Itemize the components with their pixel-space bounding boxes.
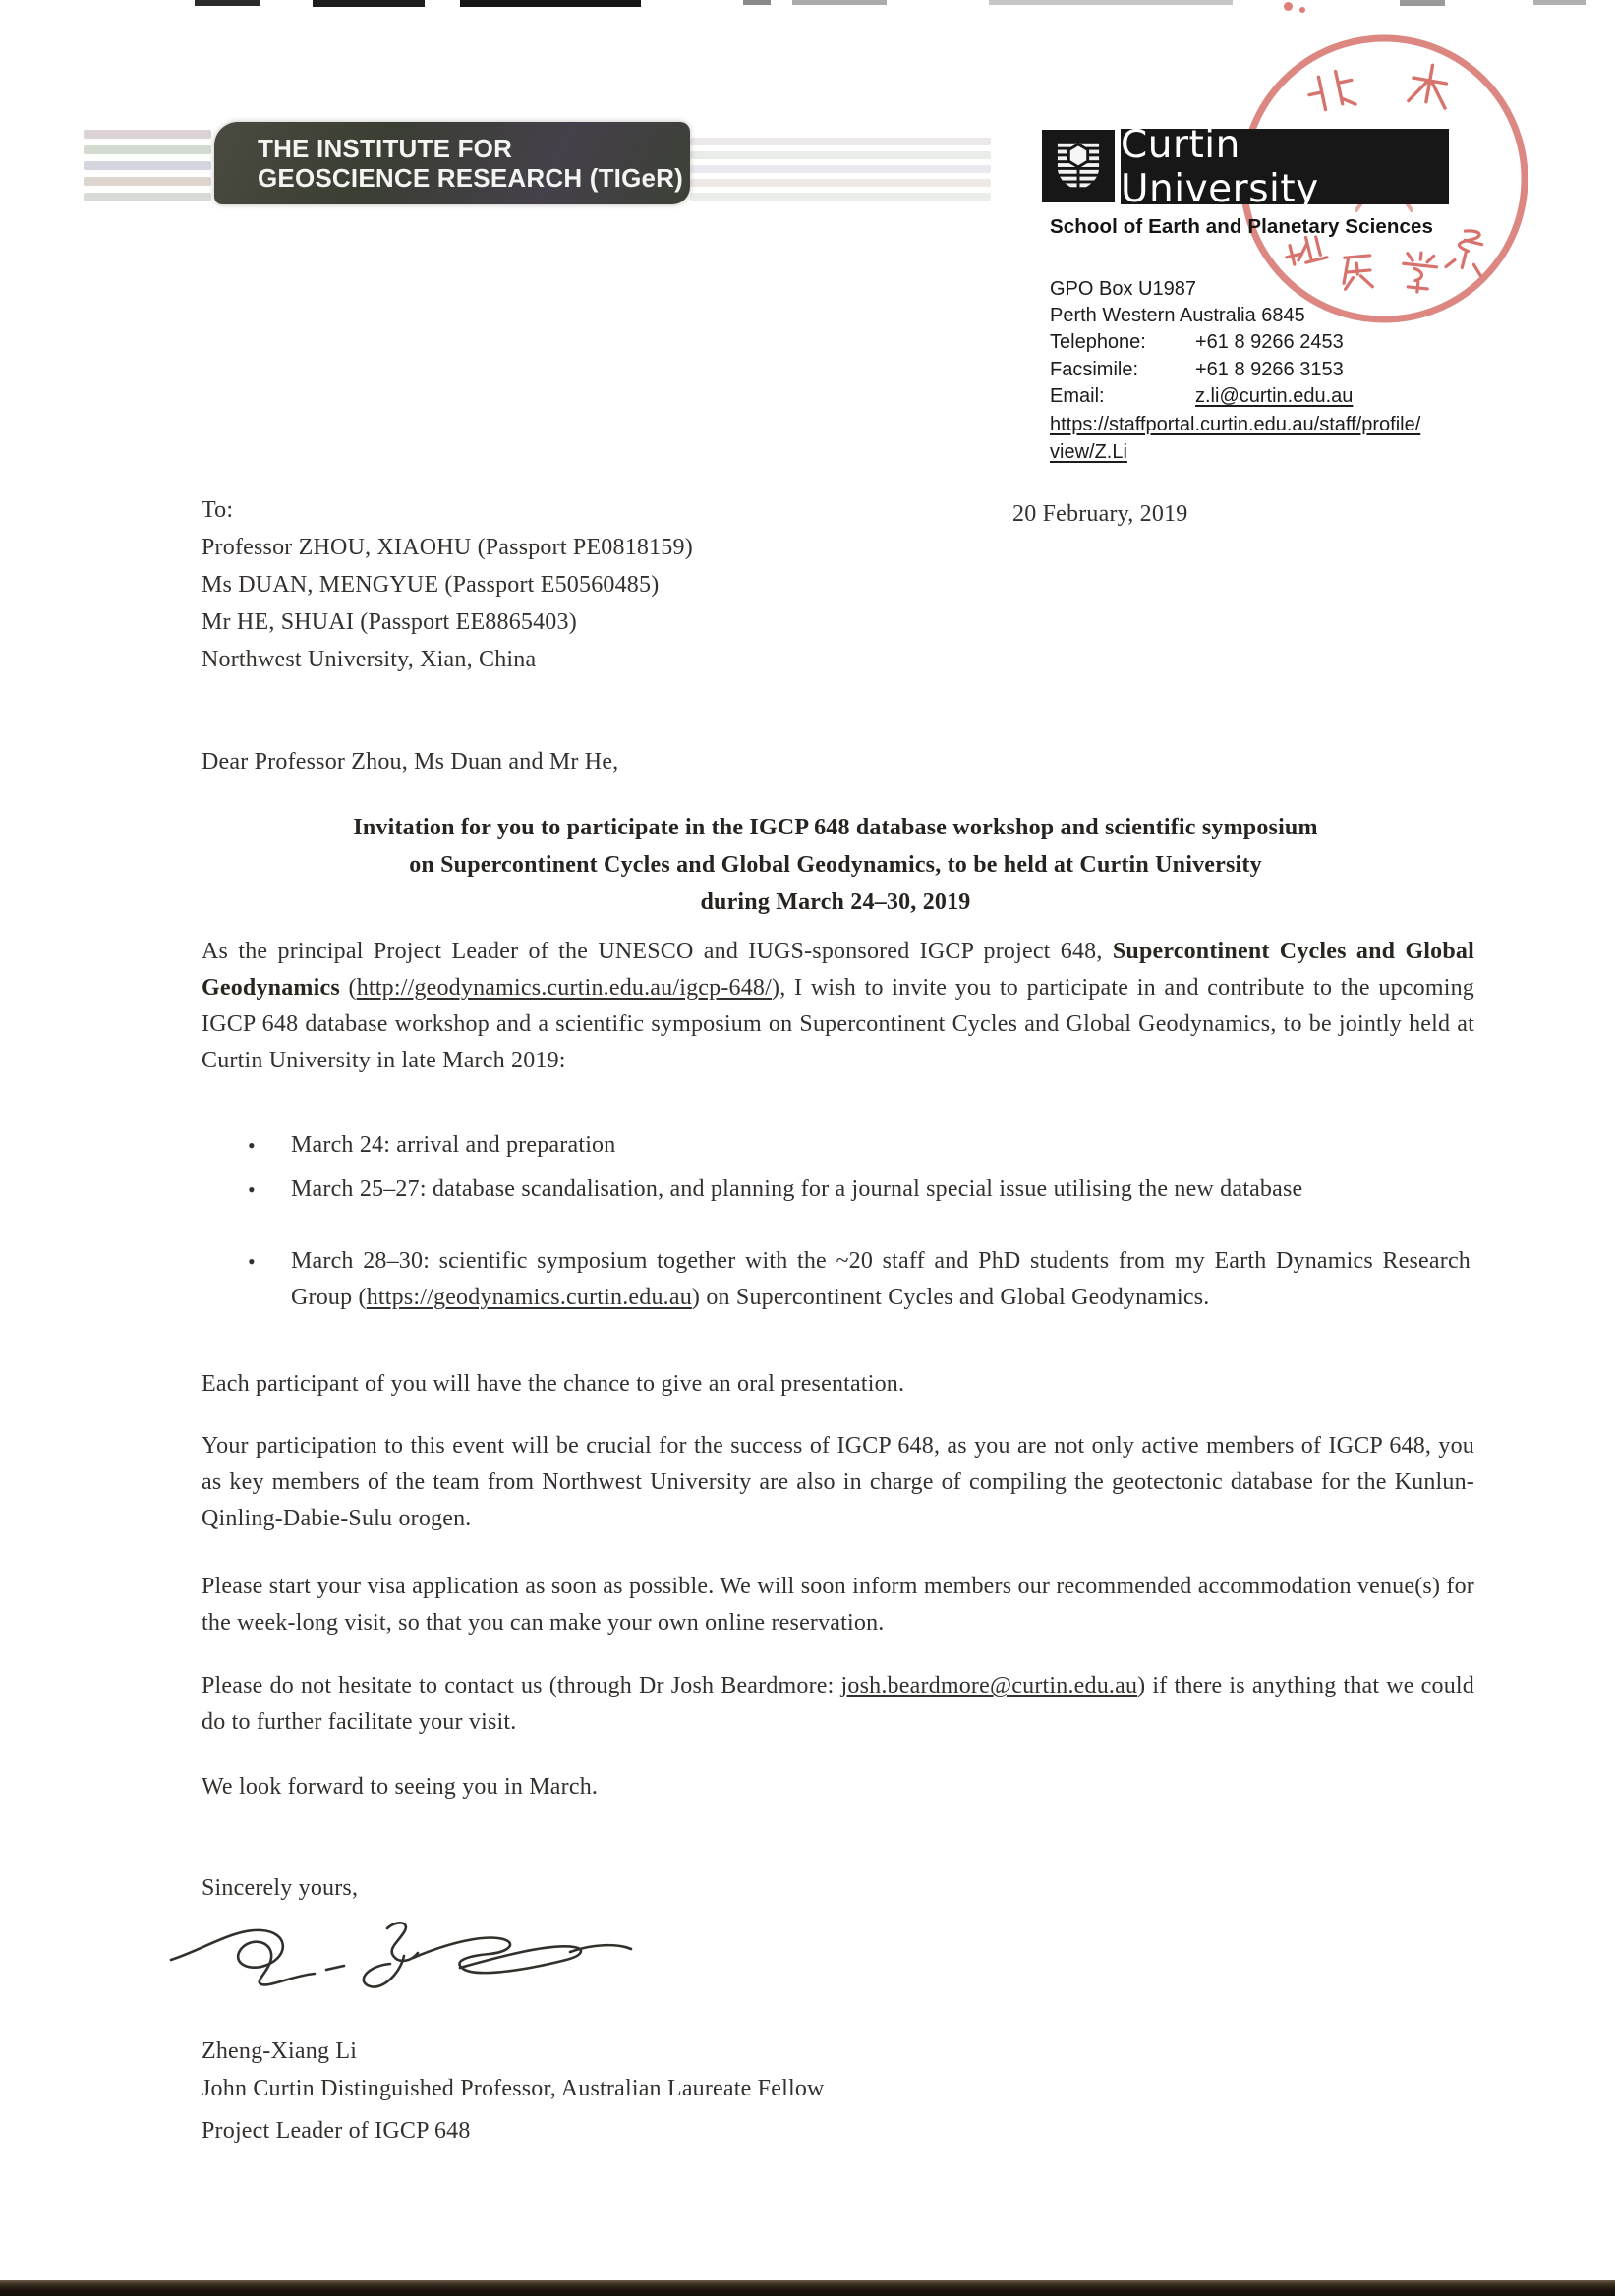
- bullet-item-march28-30: [248, 1243, 1471, 1316]
- valediction: Sincerely yours,: [202, 1875, 359, 1901]
- contact-block: [1050, 329, 1353, 411]
- handwritten-signature: [165, 1913, 647, 2016]
- contact-row-facsimile: [1050, 357, 1353, 384]
- tiger-logo-line2: GEOSCIENCE RESEARCH (TIGeR): [258, 163, 684, 193]
- facsimile-label: Facsimile:: [1050, 358, 1139, 380]
- paragraph-participation: Your participation to this event will be crucial for the success of IGCP 648, as you are not only active members of IGCP 648, you as key members of the team from Northwest University are also in charge of compiling the geotectonic database for the Kunlun-Qinling-Dabie-Sulu orogen.: [202, 1433, 1474, 1531]
- curtin-university-wordmark: [1121, 122, 1449, 211]
- staff-profile-url: [1050, 411, 1420, 466]
- scan-artifact: [195, 0, 260, 6]
- scan-artifact: [792, 0, 887, 5]
- tiger-institute-logo: [214, 122, 690, 204]
- recipient-line: Mr HE, SHUAI (Passport EE8865403): [202, 609, 577, 635]
- email-value: z.li@curtin.edu.au: [1195, 385, 1354, 407]
- bullet-marker: •: [248, 1177, 256, 1202]
- paragraph-visa: Please start your visa application as soon as possible. We will soon inform members our recommended accommodation venue(s) for the week-long visit, so that you can make your own online reservation.: [202, 1574, 1474, 1636]
- email-label: Email:: [1050, 385, 1105, 407]
- paragraph-text: ) if there is anything that we could do to further facilitate your visit.: [202, 1673, 1474, 1735]
- recipient-line: Ms DUAN, MENGYUE (Passport E50560485): [202, 572, 660, 598]
- paragraph-oral-presentation: Each participant of you will have the chance to give an oral presentation.: [202, 1371, 905, 1397]
- sender-role: Project Leader of IGCP 648: [202, 2118, 471, 2144]
- scan-artifact: [1400, 0, 1445, 6]
- subject-line1: Invitation for you to participate in the IGCP 648 database workshop and scientific symposium: [353, 815, 1318, 840]
- scan-artifact: [313, 0, 425, 7]
- paragraph-text: As the principal Project Leader of the UNESCO and IUGS-sponsored IGCP project 648,: [202, 939, 1113, 964]
- curtin-wordmark-text: Curtin University: [1121, 122, 1319, 211]
- scan-artifact: [1533, 0, 1586, 5]
- address-line: GPO Box U1987: [1050, 278, 1196, 300]
- project-title-bold: Supercontinent Cycles and Global Geodynamics: [202, 939, 1474, 1001]
- paragraph-introduction: [202, 934, 1474, 1079]
- paragraph-text: Please do not hesitate to contact us (through Dr Josh Beardmore:: [202, 1673, 841, 1698]
- bullet-item-march25-27: [248, 1172, 1471, 1208]
- scan-artifact: [460, 0, 641, 7]
- bullet-text: March 25–27: database scandalisation, and planning for a journal special issue utilising the new database: [291, 1177, 1303, 1202]
- telephone-label: Telephone:: [1050, 331, 1146, 353]
- scan-bottom-edge: [0, 2280, 1615, 2296]
- to-label: To:: [202, 497, 234, 523]
- geodynamics-group-link: https://geodynamics.curtin.edu.au: [366, 1285, 692, 1310]
- bullet-text: [291, 1243, 1471, 1316]
- letter-date: 20 February, 2019: [1012, 501, 1188, 527]
- subject-heading: [167, 809, 1504, 921]
- paragraph-text: (: [339, 975, 357, 1001]
- telephone-value: +61 8 9266 2453: [1195, 331, 1344, 353]
- facsimile-value: +61 8 9266 3153: [1195, 358, 1344, 380]
- bullet-text-part: March 28–30: scientific symposium together with the ~20 staff and PhD students from my Earth Dynamics Research Group (: [291, 1248, 1471, 1310]
- bullet-marker: •: [248, 1133, 256, 1158]
- scan-artifact: [989, 0, 1233, 5]
- bullet-text: March 24: arrival and preparation: [291, 1132, 616, 1158]
- stamp-ink-dot: [1284, 2, 1293, 11]
- contact-row-telephone: [1050, 329, 1353, 357]
- stamp-ink-dot: [1299, 7, 1305, 13]
- scan-artifact: [743, 0, 771, 5]
- beardmore-email-link: josh.beardmore@curtin.edu.au: [840, 1673, 1138, 1698]
- contact-row-email: [1050, 383, 1353, 411]
- recipient-line: Northwest University, Xian, China: [202, 647, 537, 672]
- paragraph-text: ), I wish to invite you to participate in and contribute to the upcoming IGCP 648 database workshop and a scientific symposium on Supercontinent Cycles and Global Geodynamics, to be jointly held at Curtin University in late March 2019:: [202, 975, 1474, 1073]
- holographic-stripes-right: [690, 138, 991, 202]
- subject-line2: on Supercontinent Cycles and Global Geodynamics, to be held at Curtin University: [409, 852, 1262, 878]
- address-line: Perth Western Australia 6845: [1050, 305, 1305, 326]
- sender-name: Zheng-Xiang Li: [202, 2038, 358, 2064]
- igcp-project-link: http://geodynamics.curtin.edu.au/igcp-648/: [356, 975, 772, 1001]
- recipient-line: Professor ZHOU, XIAOHU (Passport PE0818159): [202, 535, 693, 560]
- address-block: [1050, 276, 1305, 329]
- paragraph-contact: [202, 1668, 1474, 1741]
- curtin-shield-icon: [1042, 130, 1115, 202]
- school-name: School of Earth and Planetary Sciences: [1050, 215, 1434, 238]
- paragraph-look-forward: We look forward to seeing you in March.: [202, 1774, 599, 1800]
- recipient-block: [202, 491, 693, 678]
- signoff-block: [202, 2033, 825, 2150]
- staff-profile-url-line2: view/Z.Li: [1050, 441, 1127, 463]
- subject-line3: during March 24–30, 2019: [700, 890, 971, 915]
- salutation: Dear Professor Zhou, Ms Duan and Mr He,: [202, 749, 619, 775]
- staff-profile-url-line1: https://staffportal.curtin.edu.au/staff/profile/: [1050, 414, 1421, 435]
- bullet-item-march24: [248, 1127, 1471, 1164]
- sender-title: John Curtin Distinguished Professor, Australian Laureate Fellow: [202, 2076, 825, 2101]
- bullet-text-part: ) on Supercontinent Cycles and Global Geodynamics.: [691, 1285, 1210, 1310]
- tiger-logo-line1: THE INSTITUTE FOR: [258, 134, 513, 163]
- holographic-stripes-left: [84, 130, 211, 206]
- bullet-marker: •: [248, 1249, 256, 1274]
